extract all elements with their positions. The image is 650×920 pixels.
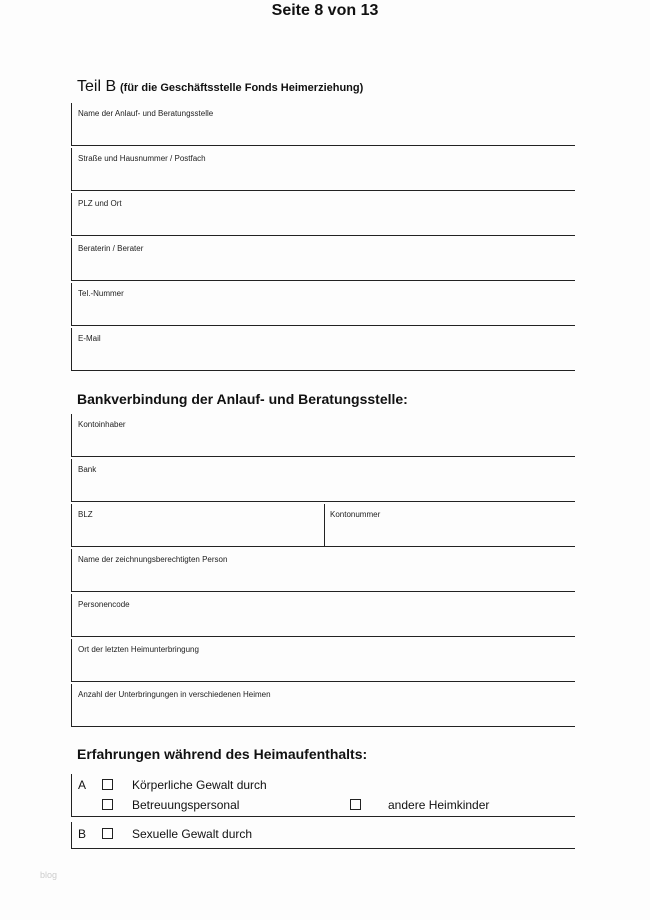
field-divider — [324, 504, 325, 546]
field-label: Straße und Hausnummer / Postfach — [78, 154, 206, 163]
field-label: E-Mail — [78, 334, 101, 343]
field-email[interactable] — [71, 328, 575, 371]
field-anzahl-unterbringungen[interactable] — [71, 684, 575, 727]
field-label: Beraterin / Berater — [78, 244, 144, 253]
field-label: Kontoinhaber — [78, 420, 126, 429]
teil-b-subtitle: (für die Geschäftsstelle Fonds Heimerziehung) — [120, 82, 364, 94]
field-bank[interactable] — [71, 459, 575, 502]
experience-a-option-betreuungspersonal: Betreuungspersonal — [132, 798, 240, 812]
experience-b-letter: B — [78, 827, 87, 841]
field-plz-ort[interactable] — [71, 193, 575, 236]
field-label: Ort der letzten Heimunterbringung — [78, 645, 199, 654]
teil-b-heading — [77, 78, 363, 96]
field-kontoinhaber[interactable] — [71, 414, 575, 457]
field-label: Personencode — [78, 600, 130, 609]
teil-b-title: Teil B — [77, 78, 117, 95]
field-zeichnungsberechtigte-person[interactable] — [71, 549, 575, 592]
experience-a-label: Körperliche Gewalt durch — [132, 778, 267, 792]
experience-b-label: Sexuelle Gewalt durch — [132, 827, 253, 841]
checkbox-sexuelle-gewalt[interactable] — [102, 828, 113, 839]
field-label: Tel.-Nummer — [78, 289, 124, 298]
field-beratungsstelle-name[interactable] — [71, 103, 575, 146]
checkbox-betreuungspersonal[interactable] — [102, 799, 113, 810]
field-label: Name der zeichnungsberechtigten Person — [78, 555, 228, 564]
checkbox-koerperliche-gewalt[interactable] — [102, 779, 113, 790]
experience-b-row — [71, 822, 575, 849]
field-telefon[interactable] — [71, 283, 575, 326]
field-strasse[interactable] — [71, 148, 575, 191]
checkbox-andere-heimkinder[interactable] — [350, 799, 361, 810]
field-berater[interactable] — [71, 238, 575, 281]
field-personencode[interactable] — [71, 594, 575, 637]
field-ort-heimunterbringung[interactable] — [71, 639, 575, 682]
field-label: Bank — [78, 465, 97, 474]
field-label-blz: BLZ — [78, 510, 93, 519]
field-label: Anzahl der Unterbringungen in verschiedenen Heimen — [78, 690, 271, 699]
experience-a-row — [71, 774, 575, 817]
bank-heading: Bankverbindung der Anlauf- und Beratungsstelle: — [77, 391, 408, 407]
field-label-kontonummer: Kontonummer — [330, 510, 381, 519]
field-label: Name der Anlauf- und Beratungsstelle — [78, 109, 214, 118]
experience-a-option-heimkinder: andere Heimkinder — [388, 798, 490, 812]
field-blz-kontonummer — [71, 504, 575, 547]
page-number: Seite 8 von 13 — [271, 2, 379, 19]
watermark: blog — [40, 870, 58, 880]
experience-a-letter: A — [78, 778, 87, 792]
field-label: PLZ und Ort — [78, 199, 122, 208]
experiences-heading: Erfahrungen während des Heimaufenthalts: — [77, 746, 368, 762]
